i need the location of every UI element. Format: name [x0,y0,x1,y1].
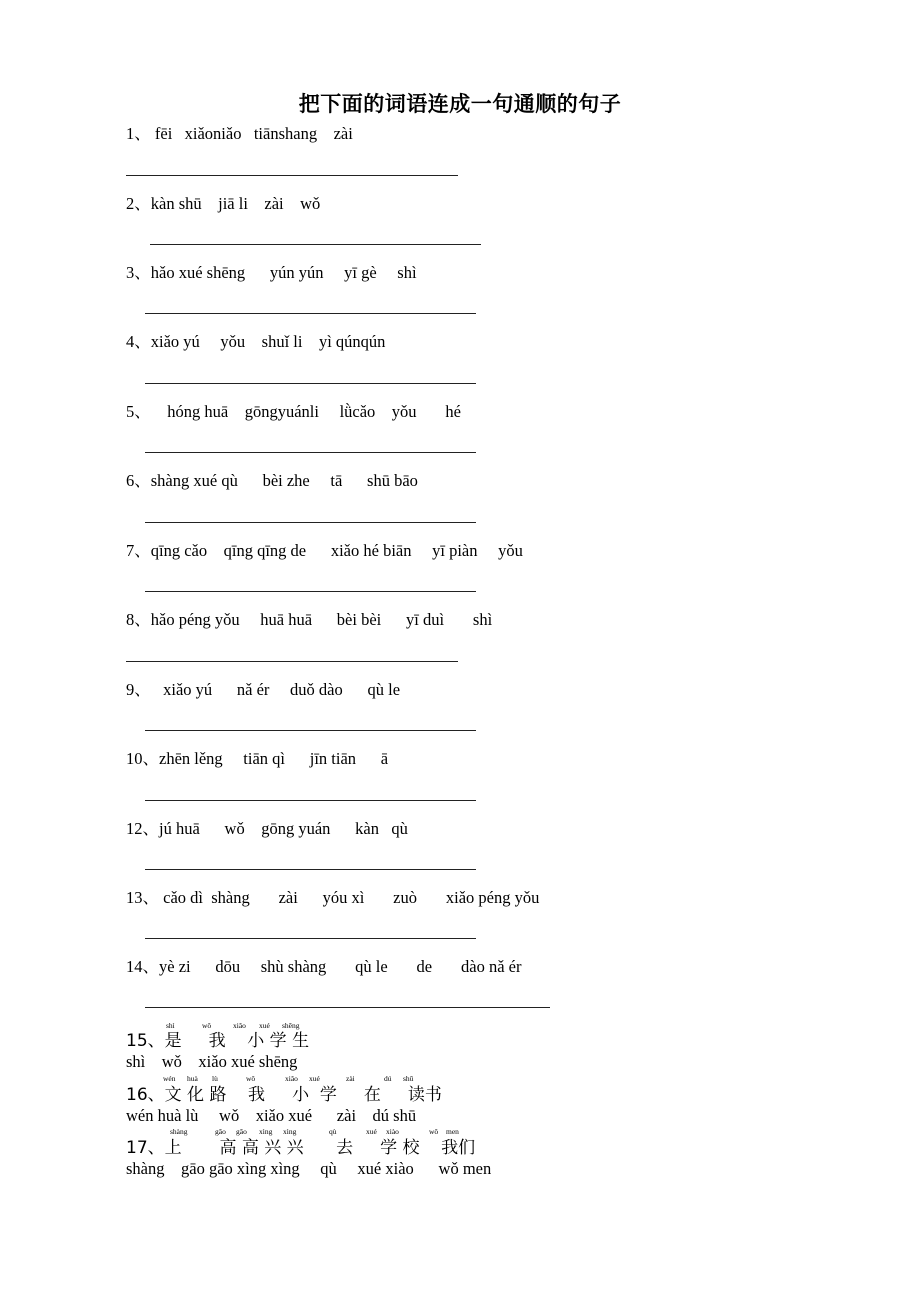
ruby-xing: xìng [283,1127,297,1136]
exercise-6: 6、shàng xué qù bèi zhe tā shū bāo [126,471,418,490]
page-title: 把下面的词语连成一句通顺的句子 [298,92,622,116]
exercise-16-pinyin: wén huà lù wǒ xiǎo xué zài dú shū [126,1106,417,1125]
answer-line-7 [145,591,476,592]
ruby-qu: qù [329,1127,337,1136]
ruby-xiao: xiǎo [233,1021,246,1030]
answer-line-3 [145,313,476,314]
exercise-7: 7、qīng cǎo qīng qīng de xiǎo hé biān yī piàn yǒu [126,541,523,560]
ruby-xue: xué [366,1127,377,1136]
ruby-sheng: shēng [282,1021,300,1030]
exercise-9: 9、 xiǎo yú nǎ ér duǒ dào qù le [126,680,401,699]
answer-line-12 [145,869,476,870]
exercise-17-hanzi: 17、上 高 高 兴 兴 去 学 校 我们 [126,1138,476,1158]
answer-line-13 [145,938,476,939]
ruby-zai: zài [346,1074,355,1083]
exercise-5: 5、 hóng huā gōngyuánli lǜcǎo yǒu hé [126,402,461,421]
ruby-xue: xué [259,1021,270,1030]
exercise-8: 8、hǎo péng yǒu huā huā bèi bèi yī duì shì [126,610,493,629]
ruby-wo: wǒ [202,1021,212,1030]
exercise-17-pinyin: shàng gāo gāo xìng xìng qù xué xiào wǒ men [126,1159,492,1178]
exercise-15-hanzi: 15、是 我 小 学 生 [126,1031,310,1051]
answer-line-10 [145,800,476,801]
exercise-14: 14、yè zi dōu shù shàng qù le de dào nǎ ér [126,957,522,976]
ruby-xue: xué [309,1074,320,1083]
answer-line-8 [126,661,458,662]
ruby-shi: shì [166,1021,175,1030]
ruby-gao: gāo [215,1127,226,1136]
ruby-wo: wǒ [246,1074,256,1083]
ruby-shu: shū [403,1074,414,1083]
ruby-gao: gāo [236,1127,247,1136]
exercise-16-hanzi: 16、文 化 路 我 小 学 在 读书 [126,1085,442,1105]
exercise-1: 1、 fēi xiǎoniǎo tiānshang zài [126,124,353,143]
answer-line-5 [145,452,476,453]
ruby-xiao: xiào [386,1127,399,1136]
exercise-2: 2、kàn shū jiā li zài wǒ [126,194,321,213]
ruby-wo: wǒ [429,1127,439,1136]
exercise-4: 4、xiǎo yú yǒu shuǐ li yì qúnqún [126,332,386,351]
answer-line-6 [145,522,476,523]
ruby-lu: lù [212,1074,218,1083]
exercise-15-pinyin: shì wǒ xiǎo xué shēng [126,1052,298,1071]
ruby-men: men [446,1127,459,1136]
exercise-10: 10、zhēn lěng tiān qì jīn tiān ā [126,749,389,768]
ruby-hua: huà [187,1074,198,1083]
answer-line-9 [145,730,476,731]
ruby-wen: wén [163,1074,176,1083]
ruby-du: dú [384,1074,392,1083]
exercise-12: 12、jú huā wǒ gōng yuán kàn qù [126,819,408,838]
answer-line-4 [145,383,476,384]
ruby-xiao: xiǎo [285,1074,298,1083]
exercise-13: 13、 cǎo dì shàng zài yóu xì zuò xiǎo péng yǒu [126,888,540,907]
answer-line-2 [150,244,481,245]
answer-line-14 [145,1007,550,1008]
exercise-3: 3、hǎo xué shēng yún yún yī gè shì [126,263,417,282]
ruby-shang: shàng [170,1127,188,1136]
answer-line-1 [126,175,458,176]
ruby-xing: xìng [259,1127,273,1136]
